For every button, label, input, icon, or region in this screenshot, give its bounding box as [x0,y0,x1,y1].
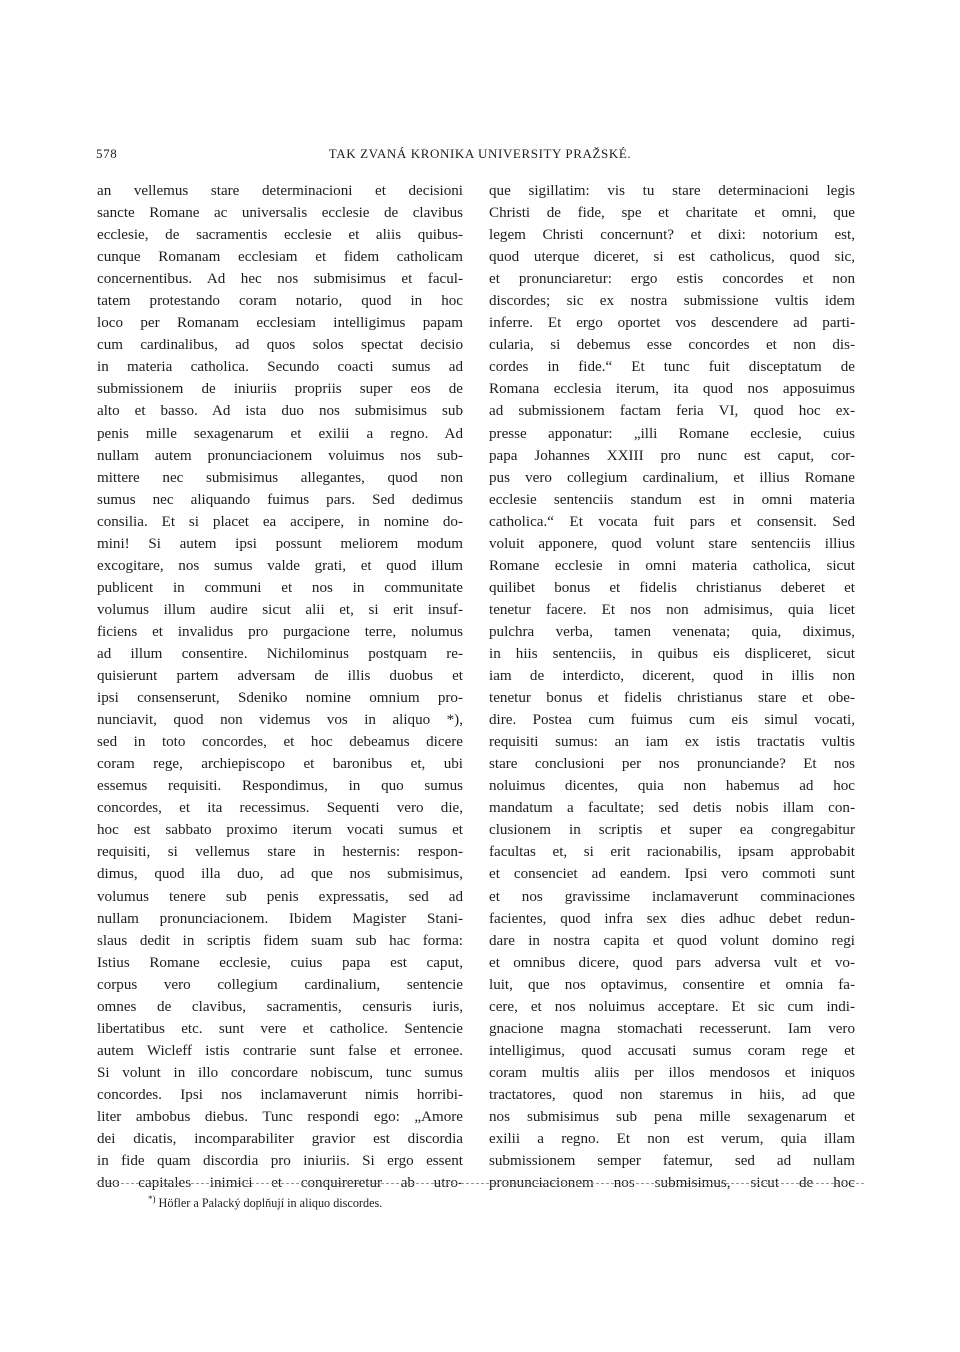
text-line: cum cardinalibus, ad quos solos spectat decisio [97,337,463,354]
footnote-marker: *) [148,1193,156,1204]
text-line: pulchra verba, tamen venenata; quia, diximus, [489,623,855,640]
left-column [97,180,463,1194]
text-line: volumus illum audire sicut alii et, si erit insuf- [97,601,463,618]
text-line: catholica.“ Et vocata fuit pars et consensit. Sed [489,513,855,530]
text-line: sancte Romane ac universalis ecclesie de clavibus [97,205,463,222]
text-line: presse apponatur: „illi Romane ecclesie, cuius [489,425,855,442]
text-line: quod uterque diceret, si est catholicus, quod sic, [489,249,855,266]
text-line: facientes, quod infra sex dies adhuc debet redun- [489,910,855,927]
text-line: intelligimus, quod accusati sumus coram rege et [489,1042,855,1059]
text-line: legem Christi concernunt? et dixi: notorium est, [489,227,855,244]
text-line: alto et basso. Ad ista duo nos submisimus sub [97,403,463,420]
text-line: nullam autem pronunciacionem voluimus nos sub- [97,447,463,464]
text-line: essemus requisiti. Respondimus, in quo sumus [97,778,463,795]
text-line: volumus tenere sub penis expressatis, sed ad [97,888,463,905]
text-line: pronunciacionem nos submisimus, sicut de hoc [489,1175,855,1192]
text-line: mini! Si autem ipsi possunt meliorem modum [97,535,463,552]
text-line: concernentibus. Ad hec nos submisimus et facul- [97,271,463,288]
text-line: gnacione magna stomachati recesserunt. Iam vero [489,1020,855,1037]
right-column [489,180,855,1194]
text-line: coram rege, archiepiscopo et baronibus et, ubi [97,756,463,773]
running-title: TAK ZVANÁ KRONIKA UNIVERSITY PRAŽSKÉ. [328,146,632,161]
text-line: concordes. Ipsi nos inclamaverunt nimis horribi- [97,1086,463,1103]
text-line: discordes; sic ex nostra submissione vultis idem [489,293,855,310]
text-line: mandatum a facultate; sed detis nobis illam con- [489,800,855,817]
page-number: 578 [96,146,118,161]
text-line: publicent in communi et nos in communitate [97,579,463,596]
text-line: nullam pronunciacionem. Ibidem Magister Stani- [97,910,463,927]
text-line: ad submissionem factam feria VI, quod hoc ex- [489,403,855,420]
text-line: omnes de clavibus, sacramentis, censuris iuris, [97,998,463,1015]
text-line: in fide quam discordia pro iniuriis. Si ergo essent [97,1153,463,1170]
text-line: voluit apponere, quod volunt stare sentenciis illius [489,535,855,552]
text-line: nunciavit, quod non videmus vos in aliquo *), [97,712,463,729]
text-line: et nos gravissime inclamaverunt comminaciones [489,888,855,905]
text-line: dimus, quod illa duo, ad que nos submisimus, [97,866,463,883]
text-line: ficiens et invalidus pro purgacione terre, nolumus [97,623,463,640]
text-line: hoc est sabbato proximo iterum vocati sumus et [97,822,463,839]
text-line: dei dicatis, incomparabiliter gravior est discordia [97,1131,463,1148]
text-line: facultas et, si erit racionabilis, ipsam approbabit [489,844,855,861]
text-line: submissionem semper fatemur, sed ad nullam [489,1153,855,1170]
footnote-text: Höfler a Palacký doplňují in aliquo discordes. [158,1196,383,1210]
text-line: noluimus dicentes, quia non habemus ad hoc [489,778,855,795]
text-line: liter ambobus diebus. Tunc respondi ego: „Amore [97,1108,463,1125]
text-line: clusionem in scriptis et super ea congregabitur [489,822,855,839]
text-line: luit, que nos optavimus, consentire et omnia fa- [489,976,855,993]
footnote [148,1193,383,1211]
text-line: Christi de fide, spe et charitate et omni, que [489,205,855,222]
text-line: Romane ecclesie in omni materia catholica, sicut [489,557,855,574]
text-line: libertatibus etc. sunt vere et catholice. Sentencie [97,1020,463,1037]
text-line: mittere nec submisimus allegantes, quod non [97,469,463,486]
text-line: dare in nostra capita et quod volunt domino regi [489,932,855,949]
text-line: tenetur bonus et fidelis christianus stare et obe- [489,690,855,707]
text-line: an vellemus stare determinacioni et decisioni [97,183,463,199]
text-line: sed in toto concordes, et hoc debeamus dicere [97,734,463,751]
text-line: et omnibus dicere, quod pars adversa vult et vo- [489,954,855,971]
text-line: quilibet bonus et fidelis christianus deberet et [489,579,855,596]
text-line: submissionem de iniuriis propriis super eos de [97,381,463,398]
text-line: requisiti, si vellemus stare in hesternis: respon- [97,844,463,861]
text-line: quisierunt partem adversam de illis duobus et [97,668,463,685]
text-line: slaus dedit in scriptis fidem suam sub hac forma: [97,932,463,949]
text-line: exilii a regno. Et non est verum, quia illam [489,1131,855,1148]
text-line: pus vero collegium cardinalium, et illius Romane [489,469,855,486]
text-line: nos submisimus sub pena mille sexagenarum et [489,1108,855,1125]
running-header [96,146,864,166]
text-line: ecclesie, de sacramentis ecclesie et aliis quibus- [97,227,463,244]
text-line: cere, et nos noluimus acceptare. Et sic cum indi- [489,998,855,1015]
text-line: ipsi consenserunt, Sdeniko nomine omnium pro- [97,690,463,707]
text-line: et consenciet ad eandem. Ipsi vero commoti sunt [489,866,855,883]
text-line: ad illum consentire. Nichilominus postquam re- [97,645,463,662]
text-line: ecclesie sentenciis standum est in omni materia [489,491,855,508]
text-line: corpus vero collegium cardinalium, sentencie [97,976,463,993]
text-line: penis mille sexagenarum et exilii a regno. Ad [97,425,463,442]
text-line: cunque Romanam ecclesiam et fidem catholicam [97,249,463,266]
text-line: Si volunt in illo concordare nobiscum, tunc sumus [97,1064,463,1081]
text-line: tatem protestando coram notario, quod in hoc [97,293,463,310]
text-line: duo capitales inimici et conquireretur ab utro- [97,1175,463,1192]
text-line: papa Johannes XXIII pro nunc est caput, cor- [489,447,855,464]
text-line: tractatores, quod non staremus in hiis, ad que [489,1086,855,1103]
text-line: loco per Romanam ecclesiam intelligimus papam [97,315,463,332]
text-line: autem Wicleff istis contrarie sunt false et erronee. [97,1042,463,1059]
text-line: excogitare, nos sumus valde grati, et quod illum [97,557,463,574]
text-line: consilia. Et si placet ea accipere, in nomine do- [97,513,463,530]
text-line: Istius Romane ecclesie, cuius papa est caput, [97,954,463,971]
text-line: inferre. Et ergo oportet vos descendere ad parti- [489,315,855,332]
text-line: que sigillatim: vis tu stare determinacioni legis [489,183,855,199]
text-line: coram multis aliis per illos mendosos et iniquos [489,1064,855,1081]
text-line: Romana ecclesia iterum, ita quod nos apposuimus [489,381,855,398]
footnote-divider [96,1183,864,1184]
text-line: cordes in fide.“ Et tunc fuit disceptatum de [489,359,855,376]
text-line: tenetur facere. Et nos non admisimus, quia licet [489,601,855,618]
text-line: requisiti sumus: an iam ex istis tractatis vultis [489,734,855,751]
text-line: cularia, si debemus esse concordes et non dis- [489,337,855,354]
text-line: sumus nec aliquando fuimus pars. Sed dedimus [97,491,463,508]
text-line: concordes, et ita recessimus. Sequenti vero die, [97,800,463,817]
text-line: in materia catholica. Secundo coacti sumus ad [97,359,463,376]
text-line: stare conclusioni per nos pronunciande? Et nos [489,756,855,773]
text-line: iam de interdicto, dicerent, quod in illis non [489,668,855,685]
text-line: et pronunciaretur: ergo estis concordes et non [489,271,855,288]
text-line: in hiis sentenciis, in quibus eis displiceret, sicut [489,645,855,662]
text-line: dire. Postea cum fuimus cum eis simul vocati, [489,712,855,729]
